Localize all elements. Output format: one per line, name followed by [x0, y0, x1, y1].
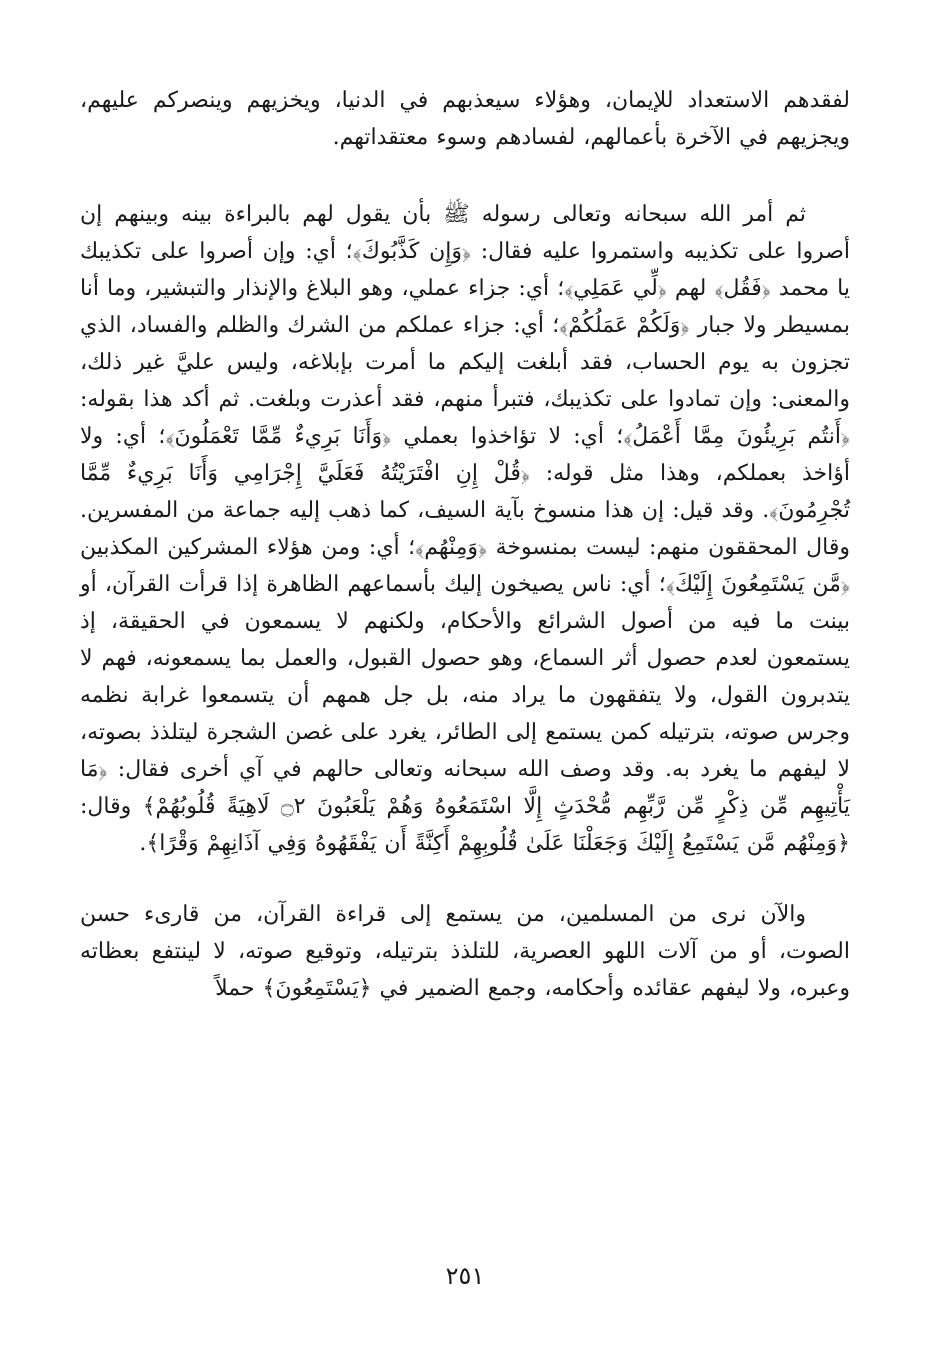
- document-page: [80, 82, 850, 1342]
- page-number: ٢٥١: [445, 1262, 485, 1290]
- paragraph-main: ثم أمر الله سبحانه وتعالى رسوله ﷺ بأن يقول لهم بالبراءة بينه وبينهم إن أصروا على تكذيبه واستمروا عليه فقال: ﴿وَإِن كَذَّبُوكَ﴾؛ أي: وإن أصروا على تكذيبك يا محمد ﴿فَقُل﴾ لهم ﴿لِّي عَمَلِي﴾؛ أي: جزاء عملي، وهو البلاغ والإنذار والتبشير، وما أنا بمسيطر ولا جبار ﴿وَلَكُمْ عَمَلُكُمْ﴾؛ أي: جزاء عملكم من الشرك والظلم والفساد، الذي تجزون به يوم الحساب، فقد أبلغت إليكم ما أمرت بإبلاغه، وليس عليَّ غير ذلك، والمعنى: وإن تمادوا على تكذيبك، فتبرأ منهم، فقد أعذرت وبلغت. ثم أكد هذا بقوله: ﴿أَنتُم بَرِيئُونَ مِمَّا أَعْمَلُ﴾؛ أي: لا تؤاخذوا بعملي ﴿وَأَنَا بَرِيءٌ مِّمَّا تَعْمَلُونَ﴾؛ أي: ولا أؤاخذ بعملكم، وهذا مثل قوله: ﴿قُلْ إِنِ افْتَرَيْتُهُ فَعَلَيَّ إِجْرَامِي وَأَنَا بَرِيءٌ مِّمَّا تُجْرِمُونَ﴾. وقد قيل: إن هذا منسوخ بآية السيف، كما ذهب إليه جماعة من المفسرين. وقال المحققون منهم: ليست بمنسوخة ﴿وَمِنْهُم﴾؛ أي: ومن هؤلاء المشركين المكذبين ﴿مَّن يَسْتَمِعُونَ إِلَيْكَ﴾؛ أي: ناس يصيخون إليك بأسماعهم الظاهرة إذا قرأت القرآن، أو بينت ما فيه من أصول الشرائع والأحكام، ولكنهم لا يسمعون في الحقيقة، إذ يستمعون لعدم حصول أثر السماع، وهو حصول القبول، والعمل بما يسمعونه، فهم لا يتدبرون القول، ولا يتفقهون ما يراد منه، بل جل همهم أن يتسمعوا غرابة نظمه وجرس صوته، بترتيله كمن يستمع إلى الطائر، يغرد على غصن الشجرة ليتلذذ بصوته، لا ليفهم ما يغرد به. وقد وصف الله سبحانه وتعالى حالهم في آي أخرى فقال: ﴿مَا يَأْتِيهِم مِّن ذِكْرٍ مِّن رَّبِّهِم مُّحْدَثٍ إِلَّا اسْتَمَعُوهُ وَهُمْ يَلْعَبُونَ ۝٢ لَاهِيَةً قُلُوبُهُمْ﴾ وقال: ﴿وَمِنْهُم مَّن يَسْتَمِعُ إِلَيْكَ وَجَعَلْنَا عَلَىٰ قُلُوبِهِمْ أَكِنَّةً أَن يَفْقَهُوهُ وَفِي آذَانِهِمْ وَقْرًا﴾.: [80, 202, 851, 856]
- paragraph-continuation: لفقدهم الاستعداد للإيمان، وهؤلاء سيعذبهم في الدنيا، ويخزيهم وينصركم عليهم، ويجزيهم في الآخرة بأعمالهم، لفسادهم وسوء معتقداتهم.: [80, 88, 850, 150]
- paragraph-final: والآن نرى من المسلمين، من يستمع إلى قراءة القرآن، من قارىء حسن الصوت، أو من آلات اللهو العصرية، للتلذذ بترتيله، وتوقيع صوته، لا لينتفع بعظاته وعبره، ولا ليفهم عقائده وأحكامه، وجمع الضمير في ﴿يَسْتَمِعُونَ﴾ حملاً: [80, 902, 850, 1001]
